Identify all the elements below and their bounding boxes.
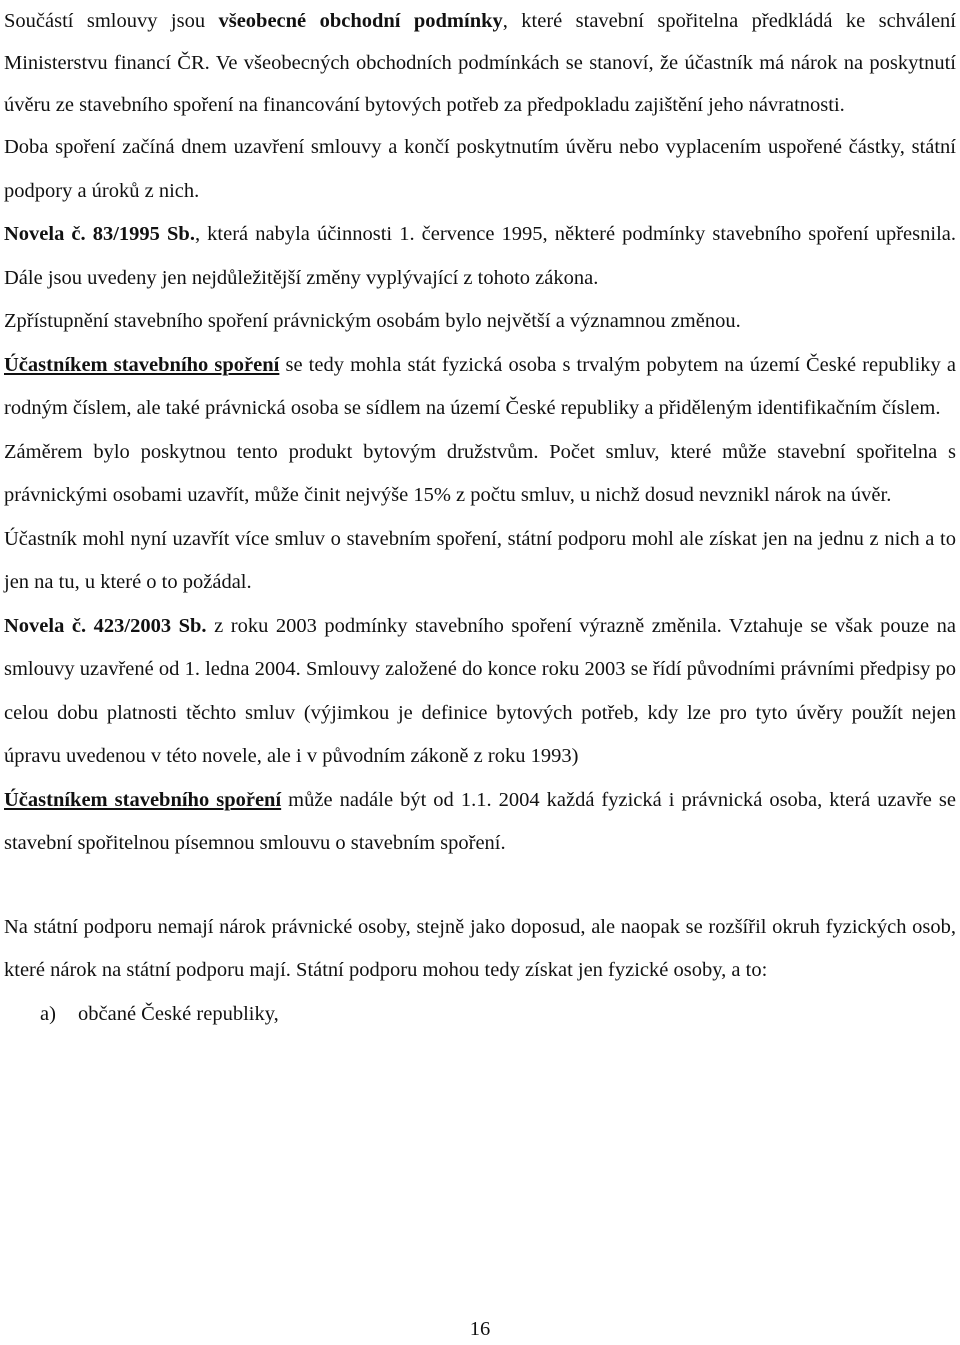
paragraph-text: Součástí smlouvy jsou — [4, 10, 219, 32]
paragraph-text: může nadále být od 1.1. 2004 každá fyzická i právnická osoba, která uzavře se stavební spořitelnou písemnou smlouvu o stavebním spoření. — [4, 788, 956, 854]
paragraph-text: , které stavební spořitelna předkládá ke schválení Ministerstvu financí ČR. Ve všeobecných obchodních podmínkách se stanoví, že účastník má nárok na poskytnutí úvěru ze stavebního spoření na financování bytových potřeb za předpokladu zajištění jeho návratnosti. — [4, 10, 957, 116]
list-item — [4, 993, 956, 1037]
paragraph-text: se tedy mohla stát fyzická osoba s trvalým pobytem na území České republiky a rodným číslem, ale také právnická osoba se sídlem na území České republiky a přiděleným identifikačním číslem. — [4, 353, 956, 419]
paragraph-multiple-contracts — [4, 518, 956, 605]
paragraph-text: Doba spoření začíná dnem uzavření smlouvy a končí poskytnutím úvěru nebo vyplacením uspořené částky, státní podpory a úroků z nich. — [4, 136, 956, 202]
bold-underlined-term: Účastníkem stavebního spoření — [4, 788, 282, 811]
bold-underlined-term: Účastníkem stavebního spoření — [4, 353, 280, 376]
paragraph-cooperatives — [4, 431, 956, 518]
paragraph-saving-period — [4, 126, 956, 213]
paragraph-legal-entities — [4, 300, 956, 344]
paragraph-participant-2004 — [4, 779, 956, 866]
paragraph-text: Zpřístupnění stavebního spoření právnickým osobám bylo největší a významnou změnou. — [4, 310, 741, 332]
paragraph-state-support — [4, 906, 956, 993]
paragraph-text: z roku 2003 podmínky stavebního spoření výrazně změnila. Vztahuje se však pouze na smlouvy uzavřené od 1. ledna 2004. Smlouvy založené do konce roku 2003 se řídí původními právními předpisy po celou dobu platnosti těchto smluv (výjimkou je definice bytových potřeb, kdy lze pro tyto úvěry použít nejen úpravu uvedenou v této novele, ale i v původním zákoně z roku 1993) — [4, 614, 956, 767]
document-page — [4, 0, 956, 1036]
paragraph-general-terms — [4, 0, 956, 126]
list-item-text: občané České republiky, — [78, 1002, 279, 1025]
bold-amendment-ref: Novela č. 83/1995 Sb. — [4, 223, 195, 245]
paragraph-text: Na státní podporu nemají nárok právnické osoby, stejně jako doposud, ale naopak se rozšířil okruh fyzických osob, které nárok na státní podporu mají. Státní podporu mohou tedy získat jen fyzické osoby, a to: — [4, 915, 956, 981]
paragraph-text: Záměrem bylo poskytnou tento produkt bytovým družstvům. Počet smluv, které může stavební spořitelna s právnickými osobami uzavřít, může činit nejvýše 15% z počtu smluv, u nichž dosud nevznikl nárok na úvěr. — [4, 440, 956, 506]
bold-amendment-ref: Novela č. 423/2003 Sb. — [4, 614, 207, 637]
paragraph-participant-1995 — [4, 344, 956, 431]
paragraph-text: , která nabyla účinnosti 1. července 1995, některé podmínky stavebního spoření upřesnila. Dále jsou uvedeny jen nejdůležitější změny vyplývající z tohoto zákona. — [4, 223, 956, 289]
paragraph-amendment-1995 — [4, 213, 956, 300]
bold-term: všeobecné obchodní podmínky — [218, 10, 503, 32]
paragraph-text: Účastník mohl nyní uzavřít více smluv o stavebním spoření, státní podporu mohl ale získat jen na jednu z nich a to jen na tu, u které o to požádal. — [4, 527, 956, 593]
page-number: 16 — [469, 1318, 491, 1340]
list-marker: a) — [40, 1002, 56, 1025]
paragraph-amendment-2003 — [4, 605, 956, 779]
paragraph-spacer — [4, 866, 956, 906]
